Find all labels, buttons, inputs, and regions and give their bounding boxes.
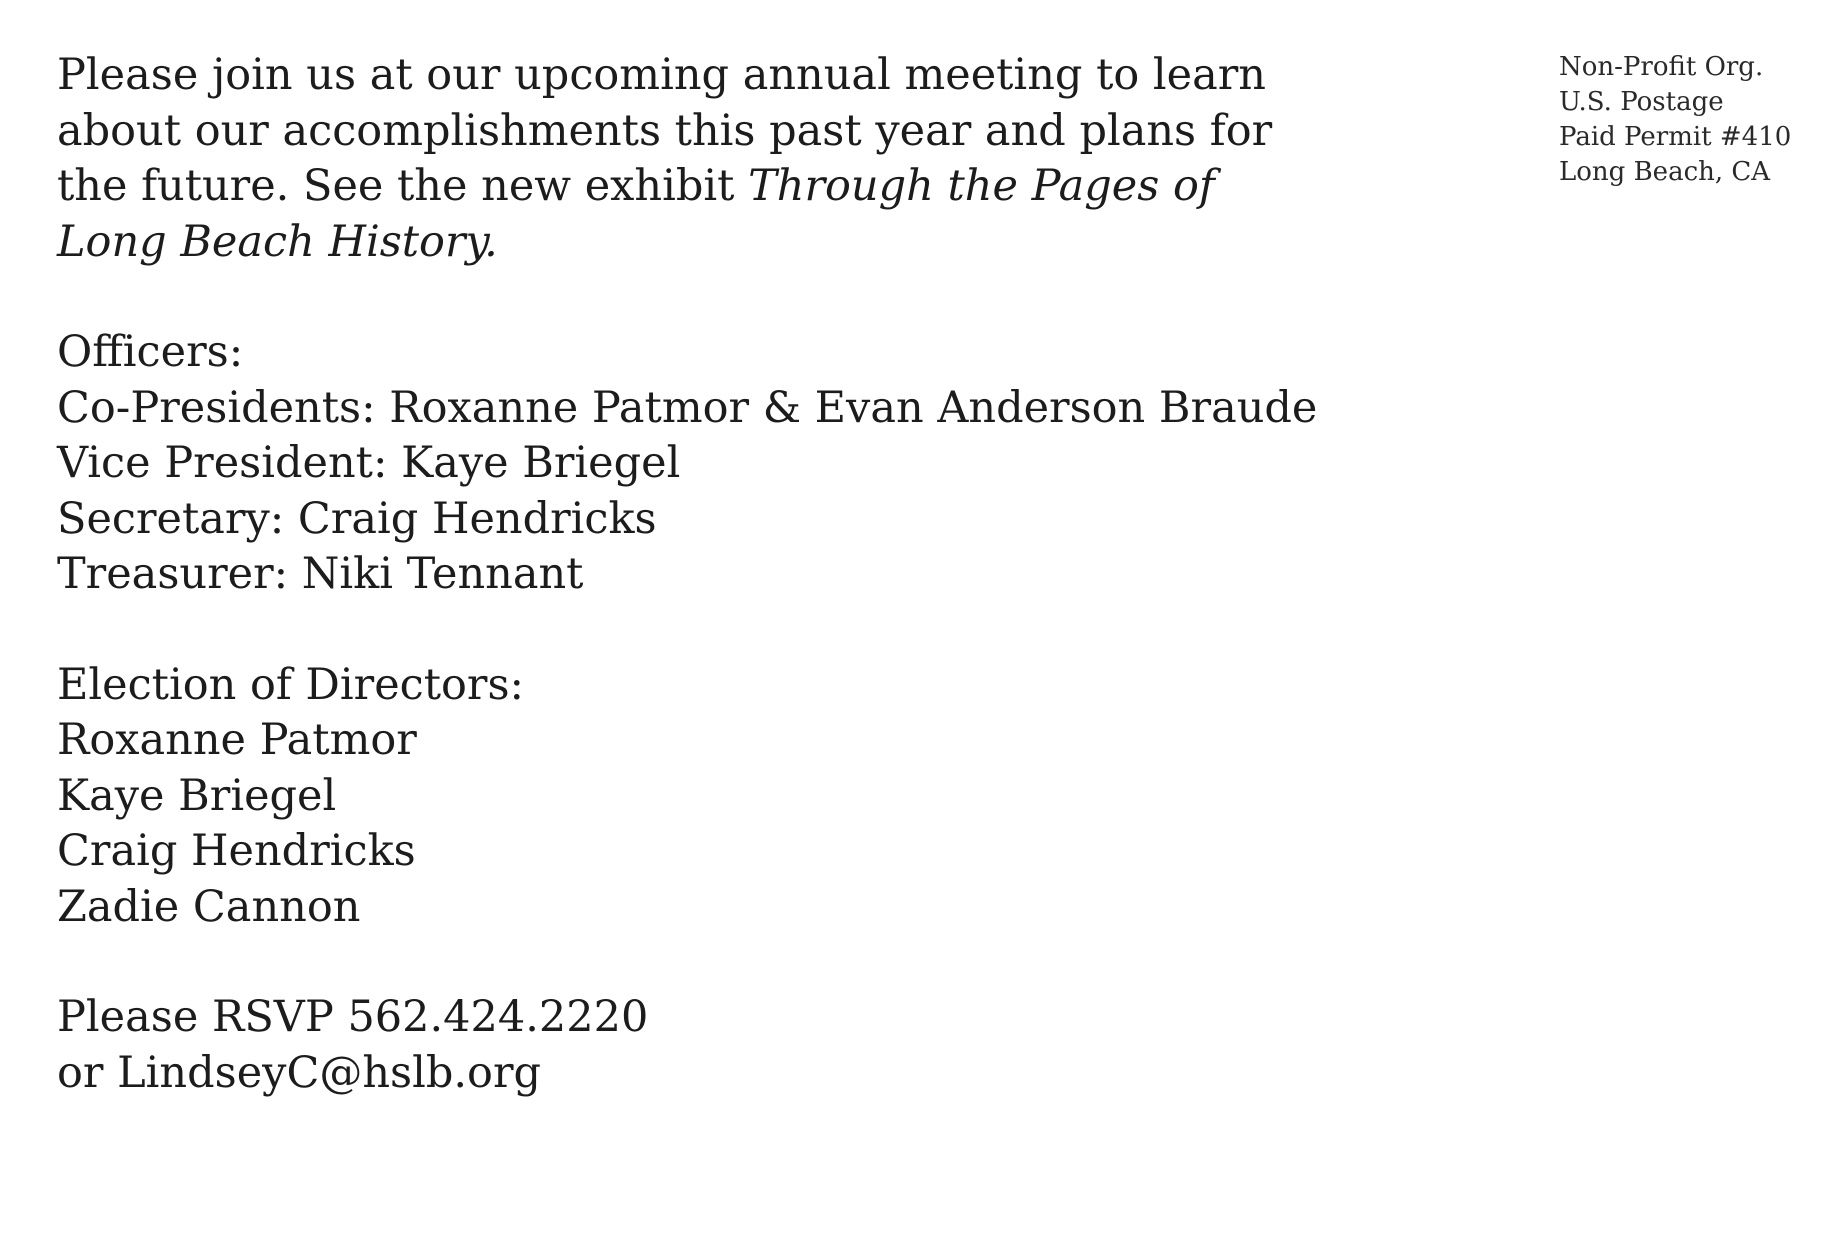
- rsvp-email: or LindseyC@hslb.org: [57, 1047, 542, 1098]
- postcard-body: [57, 48, 1318, 1101]
- rsvp-section: [57, 990, 1287, 1101]
- postage-indicia: [1559, 50, 1791, 190]
- intro-paragraph: [57, 48, 1287, 270]
- officer-line: Co-Presidents: Roxanne Patmor & Evan Anderson Braude: [57, 382, 1318, 433]
- officers-heading: Officers:: [57, 327, 244, 377]
- postage-line: Non-Profit Org.: [1559, 52, 1764, 82]
- director-name: Zadie Cannon: [57, 881, 361, 932]
- intro-text: Please join us at our upcoming annual meeting to learn about our accomplishments this past year and plans for the future. See the new exhibit: [57, 50, 1273, 211]
- postage-line: U.S. Postage: [1559, 87, 1724, 117]
- officer-line: Secretary: Craig Hendricks: [57, 493, 657, 544]
- directors-heading: Election of Directors:: [57, 659, 525, 710]
- directors-section: [57, 658, 1287, 936]
- officers-section: [57, 325, 1318, 603]
- director-name: Kaye Briegel: [57, 770, 337, 821]
- officer-line: Vice President: Kaye Briegel: [57, 438, 681, 488]
- director-name: Craig Hendricks: [57, 826, 416, 876]
- postage-line: Paid Permit #410: [1559, 122, 1792, 152]
- officer-line: Treasurer: Niki Tennant: [57, 549, 584, 599]
- postage-line: Long Beach, CA: [1559, 157, 1771, 187]
- director-name: Roxanne Patmor: [57, 715, 417, 765]
- exhibit-title: Through the Pages of Long Beach History.: [57, 161, 1215, 267]
- rsvp-phone: Please RSVP 562.424.2220: [57, 992, 649, 1042]
